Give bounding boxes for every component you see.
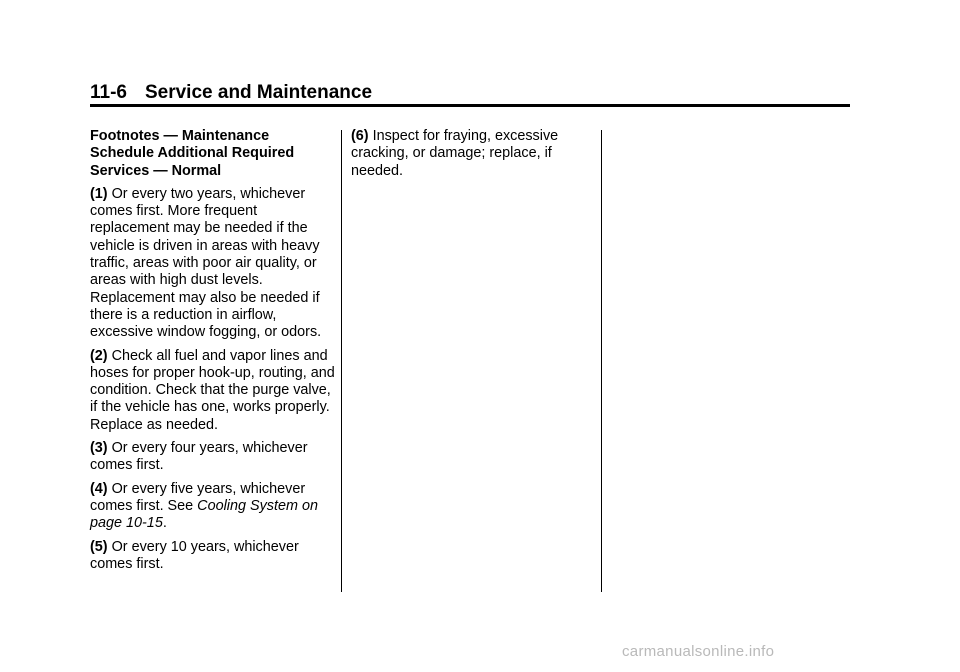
footnote-number: (2) bbox=[90, 347, 108, 364]
footnote-number: (6) bbox=[351, 128, 369, 144]
header-title bbox=[90, 82, 850, 104]
page-header bbox=[90, 82, 850, 108]
footnote-1 bbox=[90, 186, 336, 342]
watermark: carmanualsonline.info bbox=[622, 643, 775, 660]
footnote-text: Or every four years, whichever comes first. bbox=[90, 440, 308, 474]
footnote-text: Or every 10 years, whichever comes first. bbox=[90, 538, 299, 572]
cross-reference-link[interactable]: Cooling System on page 10-15 bbox=[90, 497, 318, 532]
footnote-text: Inspect for fraying, excessive cracking, or damage; replace, if needed. bbox=[351, 128, 559, 179]
column-2 bbox=[351, 128, 591, 186]
column-divider-1 bbox=[341, 130, 342, 592]
footnote-5 bbox=[90, 539, 336, 574]
column-divider-2 bbox=[601, 130, 602, 592]
footnote-4 bbox=[90, 481, 336, 533]
page-number: 11-6 bbox=[90, 82, 127, 103]
footnote-text: Or every two years, whichever comes first. More frequent replacement may be needed if the vehicle is driven in areas with heavy traffic, areas with poor air quality, or areas with high dust levels. Replacement may also be needed if there is a reduction in airflow, excessive window fogging, or odors. bbox=[90, 185, 322, 341]
footnote-number: (3) bbox=[90, 440, 108, 457]
footnote-number: (4) bbox=[90, 480, 108, 497]
footnote-text-end: . bbox=[162, 515, 167, 532]
footnotes-heading: Footnotes — Maintenance Schedule Additional Required Services — Normal bbox=[90, 128, 295, 179]
footnote-text: Or every five years, whichever comes first. See bbox=[90, 480, 306, 514]
footnote-text: Check all fuel and vapor lines and hoses for proper hook-up, routing, and condition. Check that the purge valve, if the vehicle has one, works properly. Replace as needed. bbox=[90, 347, 335, 433]
footnote-2 bbox=[90, 348, 336, 434]
footnote-3 bbox=[90, 440, 336, 475]
column-1 bbox=[90, 128, 336, 579]
footnote-number: (1) bbox=[90, 185, 108, 202]
footnote-number: (5) bbox=[90, 538, 108, 555]
footnote-6 bbox=[351, 128, 591, 180]
header-rule bbox=[90, 104, 850, 107]
section-title: Service and Maintenance bbox=[144, 82, 373, 103]
